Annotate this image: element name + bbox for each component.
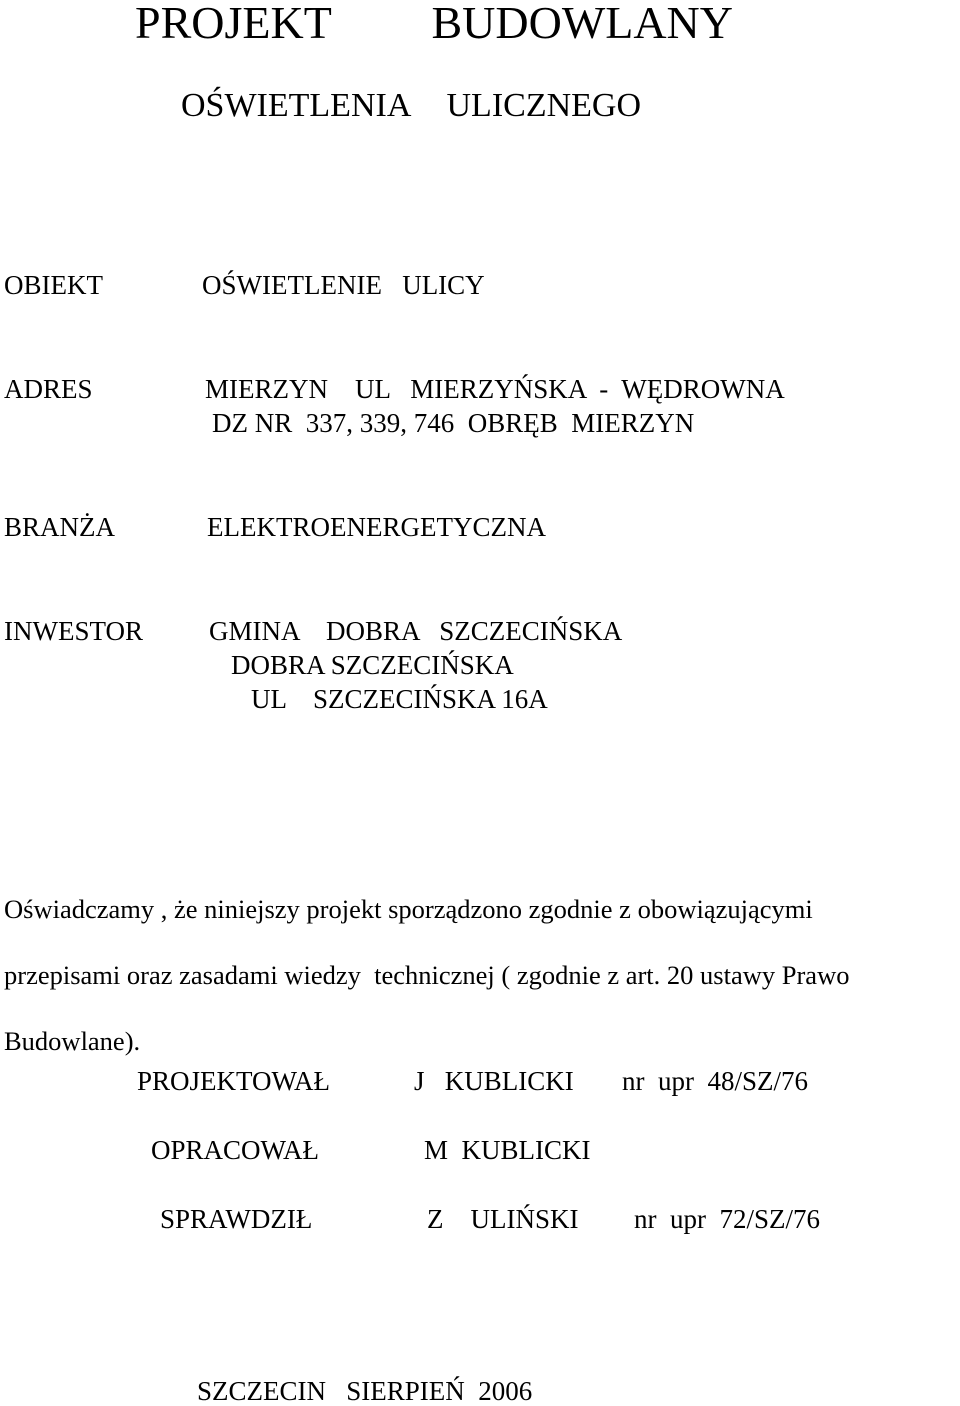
signature-role-projektowal: PROJEKTOWAŁ bbox=[137, 1066, 331, 1096]
place-and-date: SZCZECIN SIERPIEŃ 2006 bbox=[197, 1376, 533, 1406]
field-label-branza: BRANŻA bbox=[4, 512, 116, 542]
field-value-inwestor-line1: GMINA DOBRA SZCZECIŃSKA bbox=[209, 616, 623, 646]
signature-name-opracowal: M KUBLICKI bbox=[424, 1135, 591, 1165]
field-value-adres-line2: DZ NR 337, 339, 746 OBRĘB MIERZYN bbox=[212, 408, 695, 438]
field-value-inwestor-line3: UL SZCZECIŃSKA 16A bbox=[251, 684, 548, 714]
signature-license-projektowal: nr upr 48/SZ/76 bbox=[622, 1066, 808, 1096]
field-value-inwestor-line2: DOBRA SZCZECIŃSKA bbox=[231, 650, 514, 680]
field-label-obiekt: OBIEKT bbox=[4, 270, 103, 300]
signature-role-opracowal: OPRACOWAŁ bbox=[151, 1135, 320, 1165]
field-value-branza: ELEKTROENERGETYCZNA bbox=[207, 512, 546, 542]
signature-name-sprawdzil: Z ULIŃSKI bbox=[427, 1204, 579, 1234]
compliance-statement-line: Oświadczamy , że niniejszy projekt sporządzono zgodnie z obowiązującymi bbox=[4, 894, 813, 924]
signature-role-sprawdzil: SPRAWDZIŁ bbox=[160, 1204, 313, 1234]
field-label-inwestor: INWESTOR bbox=[4, 616, 143, 646]
document-subtitle: OŚWIETLENIA ULICZNEGO bbox=[181, 87, 642, 124]
field-value-obiekt: OŚWIETLENIE ULICY bbox=[202, 270, 485, 300]
field-value-adres-line1: MIERZYN UL MIERZYŃSKA - WĘDROWNA bbox=[205, 374, 785, 404]
compliance-statement bbox=[4, 860, 960, 1091]
document-title: PROJEKT BUDOWLANY bbox=[135, 0, 733, 48]
signature-name-projektowal: J KUBLICKI bbox=[414, 1066, 574, 1096]
compliance-statement-line: przepisami oraz zasadami wiedzy technicznej ( zgodnie z art. 20 ustawy Prawo bbox=[4, 960, 850, 990]
field-label-adres: ADRES bbox=[4, 374, 93, 404]
compliance-statement-line: Budowlane). bbox=[4, 1026, 141, 1056]
signature-license-sprawdzil: nr upr 72/SZ/76 bbox=[634, 1204, 820, 1234]
